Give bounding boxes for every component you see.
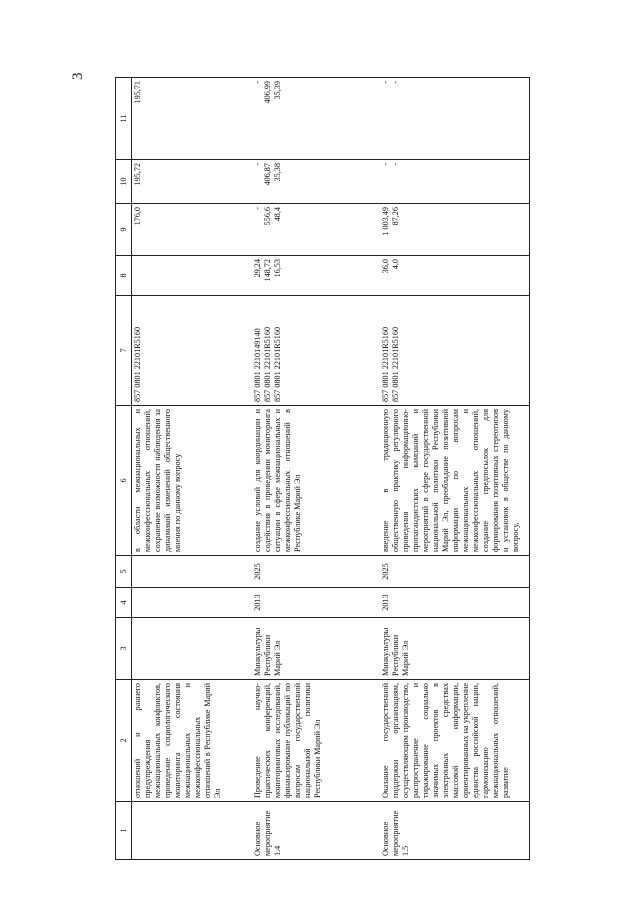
end-year: 2025 [252,556,380,588]
measure-name: Основное мероприятие 1.4 [252,802,380,860]
value-col-8: 36,0 4,0 [380,256,530,296]
executor: Минкультуры Республики Марий Эл [380,618,530,680]
measure-name: Основное мероприятие 1.5 [380,802,530,860]
start-year: 2013 [252,588,380,618]
expected-result: создание условий для координации и содействия в проведении мониторинга ситуации в сфере межнациональных и межконфессиональных отношений в Республике Марий Эл [252,406,380,556]
column-header: 11 [116,78,132,160]
value-col-11: 195,71 [132,78,252,160]
measure-description: Оказание государственной поддержки организациям, осуществляющим производство, распространение и тиражирование социально значимых проектов в электронных средствах массовой информации, ориентированных на укрепление единства российской нации, гармонизацию межнациональных отношений, развитие [380,680,530,802]
column-header: 3 [116,618,132,680]
page-number: 3 [70,72,86,80]
budget-table [115,77,530,860]
value-col-8 [132,256,252,296]
column-header: 5 [116,556,132,588]
end-year [132,556,252,588]
executor [132,618,252,680]
column-header: 6 [116,406,132,556]
table-row [132,78,252,860]
value-col-10: 195,72 [132,160,252,204]
column-header: 1 [116,802,132,860]
column-header: 9 [116,204,132,256]
column-header: 7 [116,296,132,406]
value-col-9: 176,0 [132,204,252,256]
column-header: 10 [116,160,132,204]
budget-code: 857 0801 2210149140 857 0801 22101R5160 857 0801 22101R5160 [252,296,380,406]
expected-result: введение в традиционную общественную практику регулярного проведения информационно-пропагандистских кампаний и мероприятий в сфере государственной национальной политики Республики Марий Эл, преобладание позитивной информации по вопросам межнациональных и межконфессиональных отношений, создание предпосылок для формирования позитивных стереотипов и установок в обществе по данному вопросу, [380,406,530,556]
header-row [116,78,132,860]
column-header: 8 [116,256,132,296]
rotated-table-container [115,78,520,860]
value-col-8: 29,24 148,72 16,53 [252,256,380,296]
column-header: 2 [116,680,132,802]
value-col-9: - 556,6 48,4 [252,204,380,256]
table-row [380,78,530,860]
start-year: 2013 [380,588,530,618]
measure-description: Проведение научно-практических конференций, мониторинговых исследований, финансирование публикаций по вопросам государственной национальной политики Республики Марий Эл [252,680,380,802]
value-col-9: 1 003,49 87,26 [380,204,530,256]
budget-code: 857 0801 22101R5160 857 0801 22101R5160 [380,296,530,406]
column-header: 4 [116,588,132,618]
measure-name [132,802,252,860]
value-col-11: - - [380,78,530,160]
value-col-11: - 406,99 35,39 [252,78,380,160]
end-year: 2025 [380,556,530,588]
executor: Минкультуры Республики Марий Эл [252,618,380,680]
measure-description: отношений и раннего предупреждения межнациональных конфликтов, проведение социологического мониторинга состояния межнациональных и межконфессиональных отношений в Республике Марий Эл [132,680,252,802]
expected-result: в области межнациональных и межконфессиональных отношений, сохранение возможности наблюдения за динамикой изменений общественного мнения по данному вопросу [132,406,252,556]
start-year [132,588,252,618]
value-col-10: - 406,87 35,38 [252,160,380,204]
table-row [252,78,380,860]
value-col-10: - - [380,160,530,204]
budget-code: 857 0801 22101R5160 [132,296,252,406]
